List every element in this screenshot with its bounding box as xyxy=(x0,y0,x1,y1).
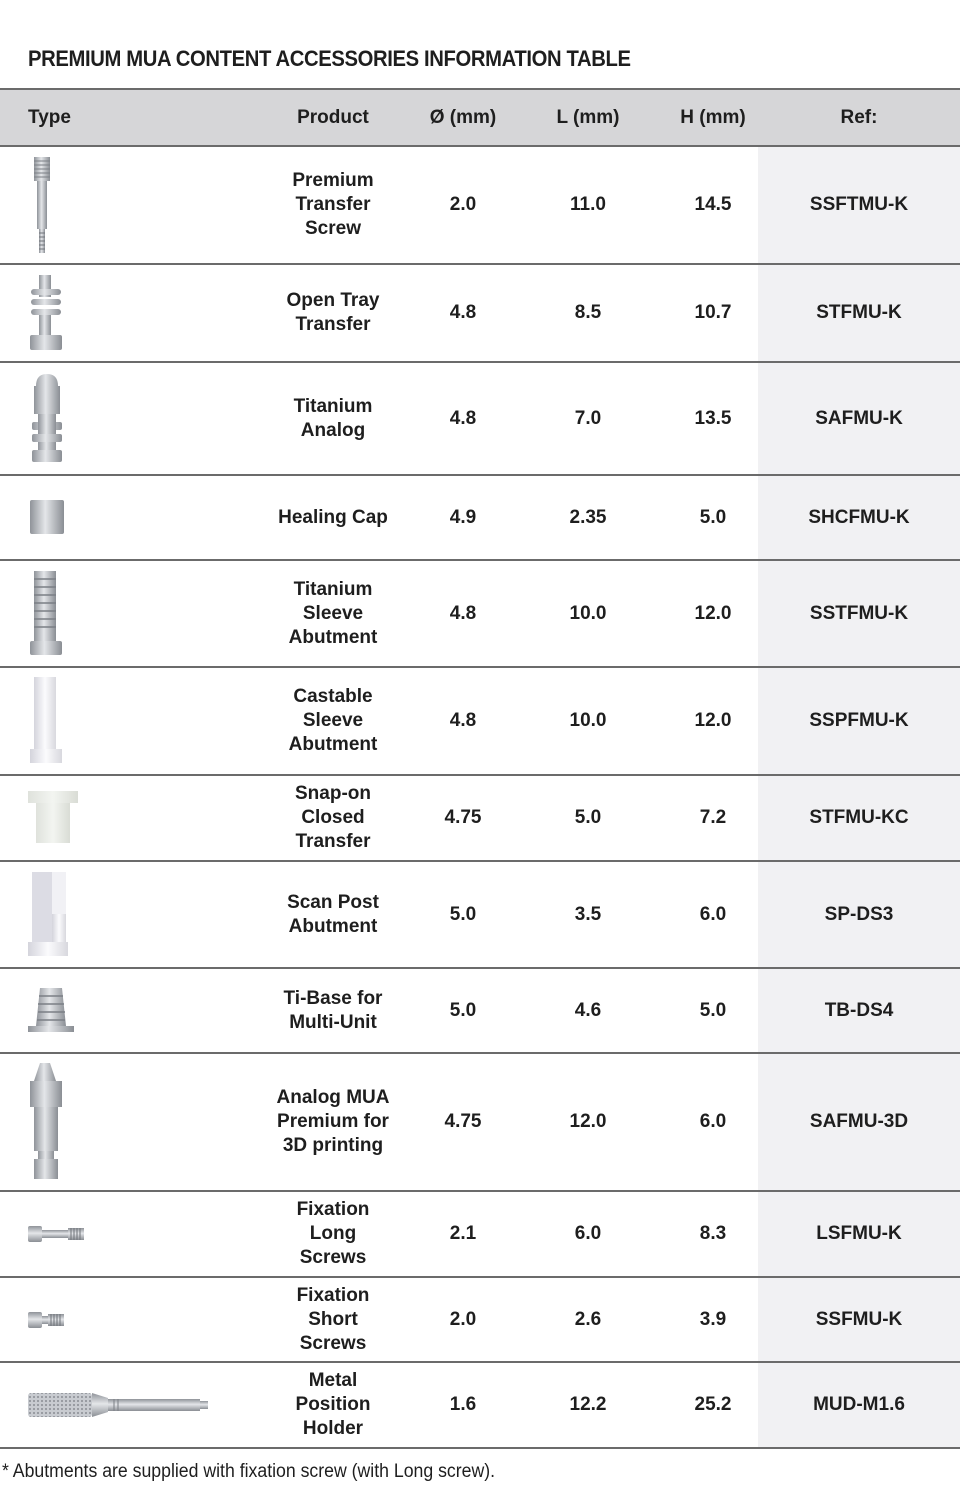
diameter-cell: 4.75 xyxy=(444,807,482,828)
height-cell: 6.0 xyxy=(699,1111,727,1132)
fixation-short-screw-icon xyxy=(28,1311,66,1329)
length-cell: 3.5 xyxy=(574,903,602,925)
diameter-cell: 2.0 xyxy=(449,194,477,215)
diameter-cell: 4.8 xyxy=(449,602,477,624)
diameter-cell: 2.1 xyxy=(449,1223,477,1244)
column-header-product: Product xyxy=(297,106,369,128)
height-cell: 8.3 xyxy=(699,1223,727,1244)
height-cell: 14.5 xyxy=(694,194,732,215)
product-cell: Titanium Sleeve Abutment xyxy=(288,578,378,648)
length-cell: 2.35 xyxy=(569,506,607,528)
product-cell: Analog MUA Premium for 3D printing xyxy=(276,1087,390,1156)
type-cell xyxy=(0,560,248,667)
column-header-type: Type xyxy=(28,106,71,128)
open-tray-transfer-icon xyxy=(28,275,68,351)
ref-cell: MUD-M1.6 xyxy=(758,1362,960,1448)
height-cell: 6.0 xyxy=(699,903,727,925)
type-cell xyxy=(0,775,248,861)
page-title: PREMIUM MUA CONTENT ACCESSORIES INFORMATION TABLE xyxy=(28,46,631,71)
product-cell: Healing Cap xyxy=(278,506,388,528)
type-cell xyxy=(0,1362,248,1448)
product-cell: Metal Position Holder xyxy=(295,1370,371,1439)
diameter-cell: 4.9 xyxy=(449,506,477,528)
transfer-screw-icon xyxy=(28,157,58,253)
type-cell xyxy=(0,1277,248,1362)
height-cell: 25.2 xyxy=(694,1394,732,1415)
position-holder-icon xyxy=(28,1391,212,1419)
column-header-length: L (mm) xyxy=(556,106,620,128)
column-header-height: H (mm) xyxy=(680,106,746,128)
product-cell: Castable Sleeve Abutment xyxy=(288,686,378,755)
accessories-table xyxy=(0,88,960,1449)
diameter-cell: 5.0 xyxy=(449,903,477,925)
column-header-ref: Ref: xyxy=(840,106,878,128)
table-row xyxy=(0,362,960,475)
scan-post-icon xyxy=(28,872,72,958)
product-cell: Premium Transfer Screw xyxy=(292,170,374,239)
ref-cell: SSFTMU-K xyxy=(758,146,960,264)
product-cell: Scan Post Abutment xyxy=(287,891,379,937)
footnote: * Abutments are supplied with fixation screw (with Long screw). xyxy=(2,1461,496,1482)
table-row xyxy=(0,667,960,775)
table-row xyxy=(0,775,960,861)
product-cell: Fixation Short Screws xyxy=(296,1284,370,1354)
ref-cell: SSFMU-K xyxy=(758,1277,960,1362)
length-cell: 6.0 xyxy=(574,1223,602,1244)
type-cell xyxy=(0,968,248,1053)
height-cell: 12.0 xyxy=(694,602,732,624)
ref-cell: TB-DS4 xyxy=(758,968,960,1053)
height-cell: 3.9 xyxy=(699,1308,727,1330)
type-cell xyxy=(0,146,248,264)
type-cell xyxy=(0,1191,248,1277)
length-cell: 2.6 xyxy=(574,1308,602,1330)
table-row xyxy=(0,968,960,1053)
length-cell: 7.0 xyxy=(574,407,602,429)
ti-base-icon xyxy=(28,988,76,1034)
ref-cell: LSFMU-K xyxy=(758,1191,960,1277)
height-cell: 5.0 xyxy=(699,506,727,528)
ref-cell: SSPFMU-K xyxy=(758,667,960,775)
table-row xyxy=(0,1053,960,1191)
length-cell: 4.6 xyxy=(574,999,602,1021)
diameter-cell: 1.6 xyxy=(449,1394,477,1415)
ref-cell: SAFMU-3D xyxy=(758,1053,960,1191)
height-cell: 12.0 xyxy=(694,710,732,731)
table-row xyxy=(0,146,960,264)
diameter-cell: 5.0 xyxy=(449,999,477,1021)
healing-cap-icon xyxy=(28,500,68,536)
type-cell xyxy=(0,264,248,362)
diameter-cell: 4.8 xyxy=(449,302,477,323)
diameter-cell: 4.8 xyxy=(449,407,477,429)
type-cell xyxy=(0,861,248,968)
product-cell: Open Tray Transfer xyxy=(286,290,380,335)
length-cell: 8.5 xyxy=(574,302,602,323)
type-cell xyxy=(0,362,248,475)
product-cell: Titanium Analog xyxy=(293,395,373,441)
fixation-long-screw-icon xyxy=(28,1225,86,1243)
height-cell: 5.0 xyxy=(699,999,727,1021)
height-cell: 7.2 xyxy=(699,807,727,828)
ref-cell: SP-DS3 xyxy=(758,861,960,968)
ref-cell: SSTFMU-K xyxy=(758,560,960,667)
table-row xyxy=(0,560,960,667)
snap-on-transfer-icon xyxy=(28,791,80,845)
type-cell xyxy=(0,667,248,775)
product-cell: Snap-on Closed Transfer xyxy=(295,783,371,852)
table-row xyxy=(0,861,960,968)
length-cell: 5.0 xyxy=(574,807,602,828)
type-cell xyxy=(0,1053,248,1191)
ref-cell: STFMU-KC xyxy=(758,775,960,861)
length-cell: 12.2 xyxy=(569,1394,607,1415)
diameter-cell: 4.75 xyxy=(444,1111,482,1132)
product-cell: Ti-Base for Multi-Unit xyxy=(283,987,383,1033)
product-cell: Fixation Long Screws xyxy=(296,1199,370,1268)
titanium-sleeve-abutment-icon xyxy=(28,571,68,657)
length-cell: 10.0 xyxy=(569,602,607,624)
table-row xyxy=(0,1277,960,1362)
analog-mua-3d-icon xyxy=(28,1063,68,1181)
table-row xyxy=(0,1191,960,1277)
height-cell: 13.5 xyxy=(694,407,732,429)
ref-cell: SAFMU-K xyxy=(758,362,960,475)
diameter-cell: 4.8 xyxy=(449,710,477,731)
table-row xyxy=(0,1362,960,1448)
diameter-cell: 2.0 xyxy=(449,1308,477,1330)
length-cell: 10.0 xyxy=(569,710,607,731)
castable-sleeve-abutment-icon xyxy=(28,677,68,765)
type-cell xyxy=(0,475,248,560)
ref-cell: STFMU-K xyxy=(758,264,960,362)
height-cell: 10.7 xyxy=(694,302,732,323)
titanium-analog-icon xyxy=(28,374,68,464)
length-cell: 12.0 xyxy=(569,1111,607,1132)
table-row xyxy=(0,264,960,362)
column-header-diameter: Ø (mm) xyxy=(429,106,497,128)
table-row xyxy=(0,475,960,560)
length-cell: 11.0 xyxy=(570,194,606,215)
ref-cell: SHCFMU-K xyxy=(758,475,960,560)
table-header-row xyxy=(0,89,960,146)
